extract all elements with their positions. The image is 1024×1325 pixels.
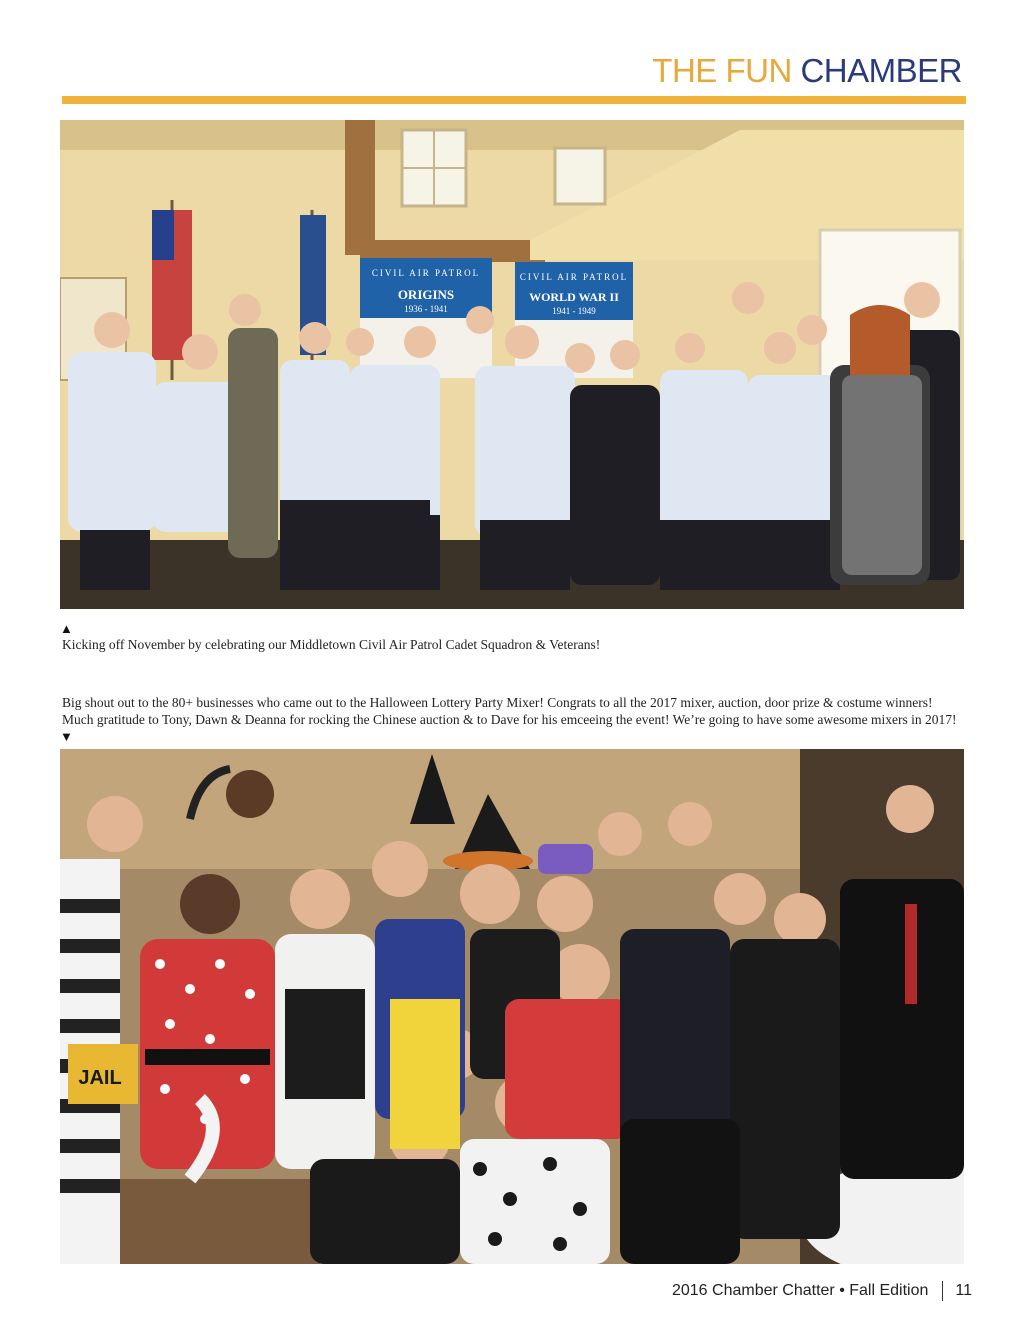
page-footer — [672, 1281, 972, 1301]
poster-left-title: ORIGINS — [397, 287, 455, 302]
page-header-title — [652, 52, 962, 90]
halloween-mixer-group-photo — [60, 749, 964, 1264]
header-title-part1: THE FUN — [652, 52, 792, 89]
footer-divider — [942, 1281, 943, 1301]
poster-right-org: CIVIL AIR PATROL — [519, 272, 629, 282]
caption-halloween-mixer: Big shout out to the 80+ businesses who came out to the Halloween Lottery Party Mixer! Congrats to all the 2017 mixer, auction, door prize & costume winners! Much gratitude to Tony, Dawn & Deanna for rocking the Chinese auction & to Dave for his emceeing the event! We’re going to have some awesome mixers in 2017! — [62, 695, 957, 727]
jail-sign-text: JAIL — [78, 1067, 122, 1089]
caption1-arrow-up-icon: ▲ — [60, 621, 73, 636]
civil-air-patrol-group-photo — [60, 120, 964, 609]
footer-publication: 2016 Chamber Chatter • Fall Edition — [671, 1282, 929, 1299]
caption-civil-air-patrol: Kicking off November by celebrating our Middletown Civil Air Patrol Cadet Squadron & Veterans! — [62, 637, 601, 652]
header-rule — [62, 96, 966, 104]
poster-left-years: 1936 - 1941 — [404, 304, 448, 314]
poster-right-years: 1941 - 1949 — [552, 306, 596, 316]
header-title-part2: CHAMBER — [800, 52, 962, 89]
poster-left-org: CIVIL AIR PATROL — [371, 268, 481, 278]
poster-right-title: WORLD WAR II — [529, 290, 619, 304]
footer-page-number: 11 — [955, 1282, 972, 1299]
caption2-arrow-down-icon: ▼ — [60, 729, 73, 744]
